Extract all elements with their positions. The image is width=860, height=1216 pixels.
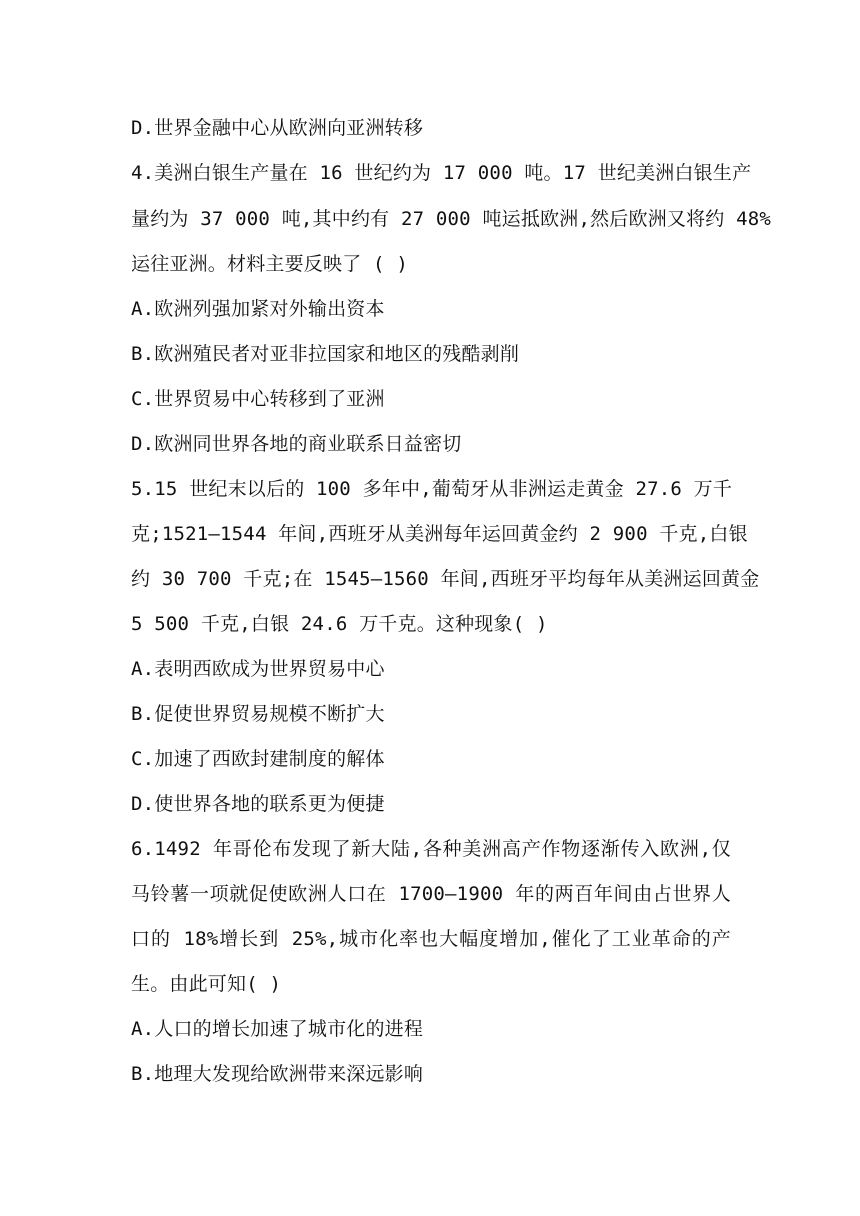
question-4-line-3: 运往亚洲。材料主要反映了 ( ) xyxy=(131,253,408,275)
question-6-line-3: 口的 18%增长到 25%,城市化率也大幅度增加,催化了工业革命的产 xyxy=(131,928,731,950)
option-4d: D.欧洲同世界各地的商业联系日益密切 xyxy=(131,433,462,455)
option-6b: B.地理大发现给欧洲带来深远影响 xyxy=(131,1063,424,1085)
option-4b: B.欧洲殖民者对亚非拉国家和地区的残酷剥削 xyxy=(131,343,520,365)
option-4a: A.欧洲列强加紧对外输出资本 xyxy=(131,298,385,320)
question-5-line-4: 5 500 千克,白银 24.6 万千克。这种现象( ) xyxy=(131,613,548,635)
option-5d: D.使世界各地的联系更为便捷 xyxy=(131,793,385,815)
question-5-line-2: 克;1521—1544 年间,西班牙从美洲每年运回黄金约 2 900 千克,白银 xyxy=(131,523,748,545)
question-6-line-4: 生。由此可知( ) xyxy=(131,973,282,995)
option-5a: A.表明西欧成为世界贸易中心 xyxy=(131,658,385,680)
question-6-line-2: 马铃薯一项就促使欧洲人口在 1700—1900 年的两百年间由占世界人 xyxy=(131,883,731,905)
question-6-line-1: 6.1492 年哥伦布发现了新大陆,各种美洲高产作物逐渐传入欧洲,仅 xyxy=(131,838,731,860)
question-4-line-2: 量约为 37 000 吨,其中约有 27 000 吨运抵欧洲,然后欧洲又将约 48% xyxy=(131,208,772,230)
question-5-line-1: 5.15 世纪末以后的 100 多年中,葡萄牙从非洲运走黄金 27.6 万千 xyxy=(131,478,733,500)
question-4-line-1: 4.美洲白银生产量在 16 世纪约为 17 000 吨。17 世纪美洲白银生产 xyxy=(131,162,752,184)
option-5b: B.促使世界贸易规模不断扩大 xyxy=(131,703,385,725)
question-5-line-3: 约 30 700 千克;在 1545—1560 年间,西班牙平均每年从美洲运回黄金 xyxy=(131,568,760,590)
option-6a: A.人口的增长加速了城市化的进程 xyxy=(131,1018,424,1040)
option-4c: C.世界贸易中心转移到了亚洲 xyxy=(131,388,385,410)
option-3d: D.世界金融中心从欧洲向亚洲转移 xyxy=(131,117,424,139)
option-5c: C.加速了西欧封建制度的解体 xyxy=(131,748,385,770)
